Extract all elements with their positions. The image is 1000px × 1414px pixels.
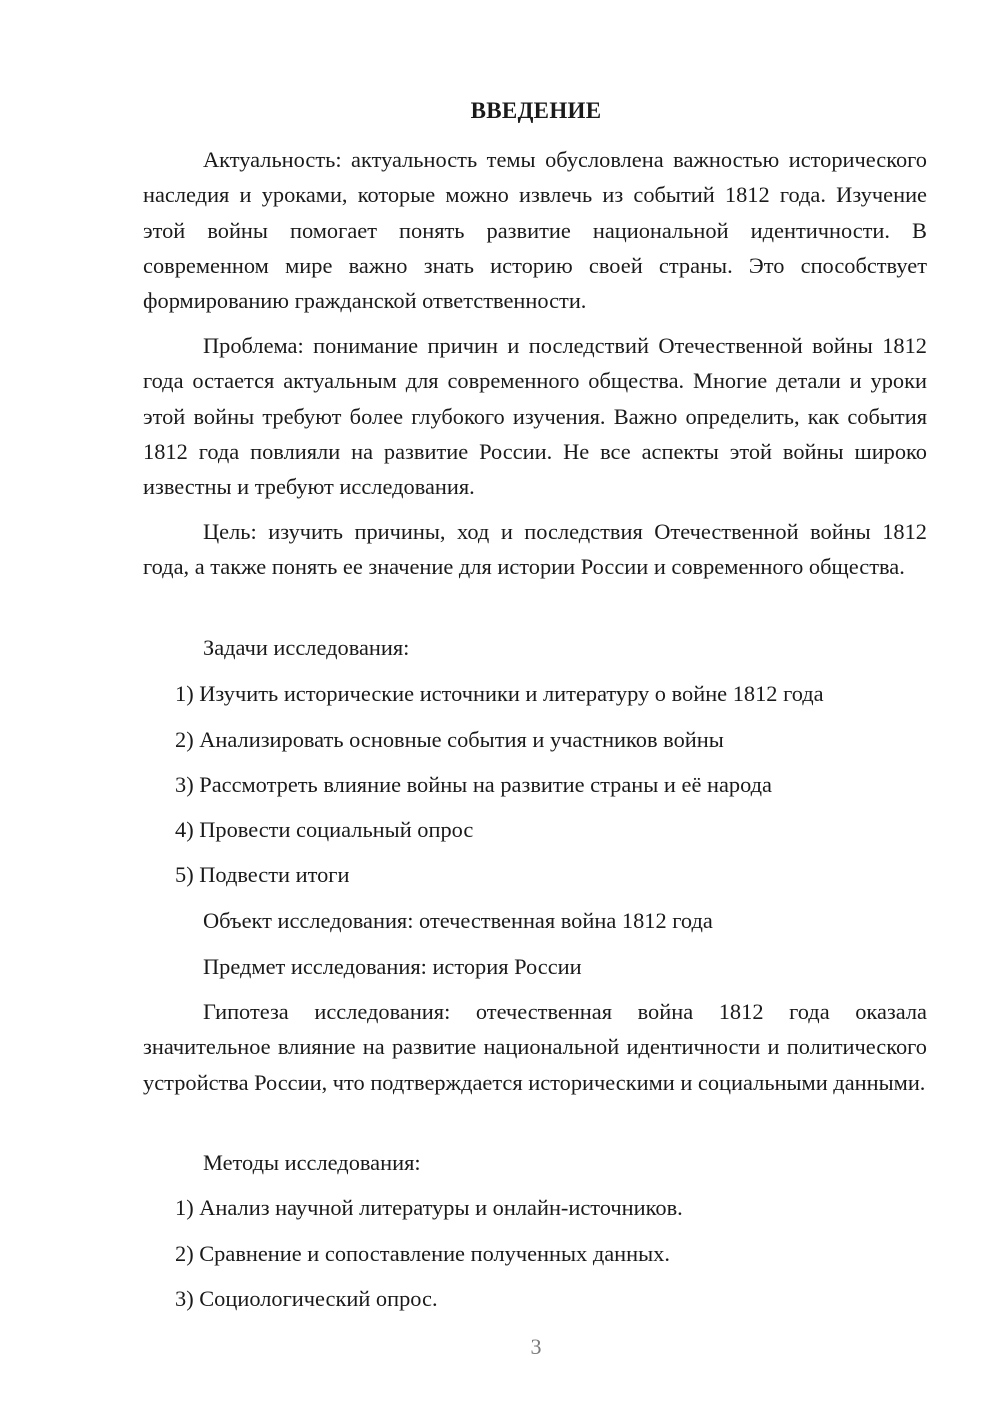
- research-subject: Предмет исследования: история России: [203, 954, 582, 979]
- research-object: Объект исследования: отечественная война 1812 года: [203, 908, 713, 933]
- method-item: 3) Социологический опрос.: [175, 1286, 438, 1311]
- method-item: 2) Сравнение и сопоставление полученных данных.: [175, 1241, 670, 1266]
- goal-paragraph: Цель: изучить причины, ход и последствия Отечественной войны 1812 года, а также понять ее значение для истории России и современного общества.: [143, 519, 927, 580]
- task-item: 1) Изучить исторические источники и литературу о войне 1812 года: [175, 681, 824, 706]
- tasks-title: Задачи исследования:: [203, 635, 410, 660]
- methods-title: Методы исследования:: [203, 1150, 421, 1175]
- problem-paragraph: Проблема: понимание причин и последствий Отечественной войны 1812 года остается актуальным для современного общества. Многие детали и уроки этой войны требуют более глубокого изучения. Важно определить, как события 1812 года повлияли на развитие России. Не все аспекты этой войны широко известны и требуют исследования.: [143, 333, 927, 500]
- task-item: 5) Подвести итоги: [175, 862, 350, 887]
- method-item: 1) Анализ научной литературы и онлайн-источников.: [175, 1195, 683, 1220]
- task-item: 4) Провести социальный опрос: [175, 817, 474, 842]
- task-item: 2) Анализировать основные события и участников войны: [175, 727, 724, 752]
- page-title: ВВЕДЕНИЕ: [470, 98, 602, 123]
- page-number: 3: [530, 1334, 542, 1359]
- relevance-paragraph: Актуальность: актуальность темы обусловлена важностью исторического наследия и уроками, которые можно извлечь из событий 1812 года. Изучение этой войны помогает понять развитие национальной идентичности. В современном мире важно знать историю своей страны. Это способствует формированию гражданской ответственности.: [143, 147, 927, 314]
- hypothesis-paragraph: Гипотеза исследования: отечественная война 1812 года оказала значительное влияние на развитие национальной идентичности и политического устройства России, что подтверждается историческими и социальными данными.: [143, 999, 927, 1095]
- task-item: 3) Рассмотреть влияние войны на развитие страны и её народа: [175, 772, 772, 797]
